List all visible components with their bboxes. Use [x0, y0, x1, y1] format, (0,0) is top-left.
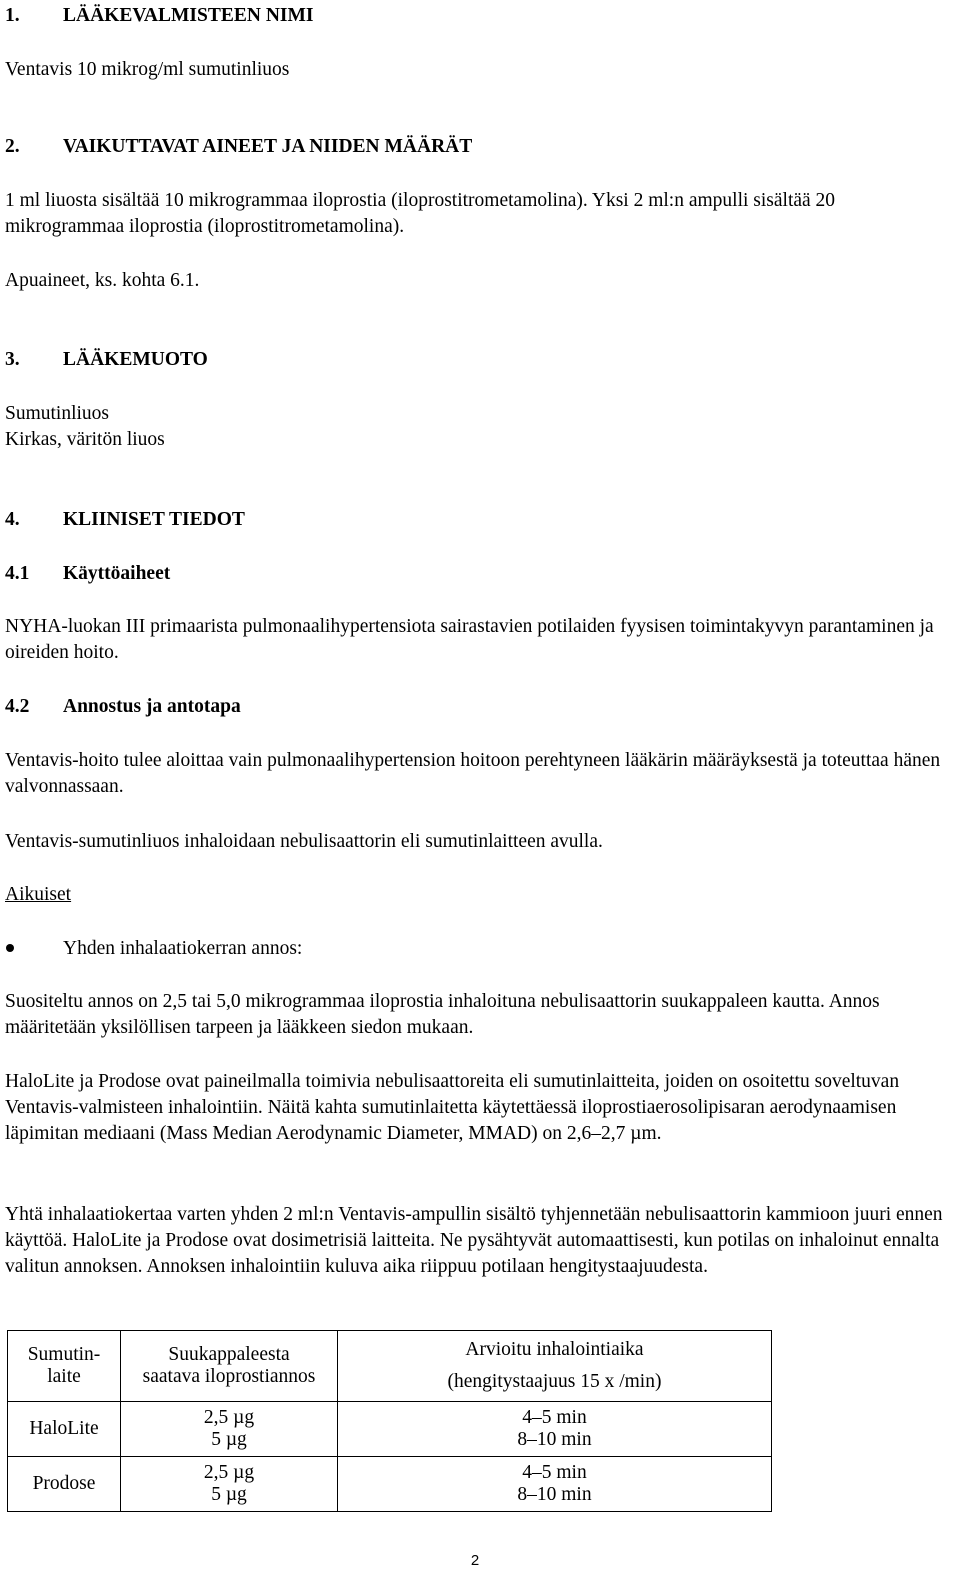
excipients-note: Apuaineet, ks. kohta 6.1. — [5, 270, 200, 291]
section-number: 2. — [5, 136, 20, 157]
dosing-paragraph-2: Ventavis-sumutinliuos inhaloidaan nebulisaattorin eli sumutinlaitteen avulla. — [5, 831, 603, 852]
section-number: 4. — [5, 509, 20, 530]
table-header-row — [8, 1331, 772, 1402]
page-number: 2 — [470, 1552, 480, 1569]
header-dose: Suukappaleesta saatava iloprostiannos — [121, 1331, 338, 1402]
section-number: 3. — [5, 349, 20, 370]
time-cell: 4–5 min 8–10 min — [338, 1402, 772, 1457]
form-line-2: Kirkas, väritön liuos — [5, 429, 165, 450]
section-number: 4.2 — [5, 696, 30, 717]
section-1-heading — [5, 3, 313, 29]
section-4-1-heading — [5, 561, 170, 587]
table-row — [8, 1457, 772, 1512]
device-cell: Prodose — [8, 1457, 121, 1512]
header-time: Arvioitu inhalointiaika (hengitystaajuus 15 x /min) — [338, 1331, 772, 1402]
bullet-icon — [5, 936, 63, 962]
dosing-paragraph-3: Suositeltu annos on 2,5 tai 5,0 mikrogrammaa iloprostia inhaloituna nebulisaattorin suukappaleen kautta. Annos määritetään yksilöllisen tarpeen ja lääkkeen siedon mukaan. — [5, 991, 880, 1038]
dosing-paragraph-1: Ventavis-hoito tulee aloittaa vain pulmonaalihypertension hoitoon perehtyneen lääkärin määräyksestä ja toteuttaa hänen valvonnassaan. — [5, 750, 941, 797]
section-4-2-heading — [5, 694, 241, 720]
dose-bullet-item — [5, 936, 302, 962]
header-device: Sumutin- laite — [8, 1331, 121, 1402]
dosing-paragraph-5: Yhtä inhalaatiokertaa varten yhden 2 ml:n Ventavis-ampullin sisältö tyhjennetään nebulisaattorin kammioon juuri ennen käyttöä. HaloLite ja Prodose ovat dosimetrisiä laitteita. Ne pysähtyvät automaattisesti, kun potilas on inhaloinut ennalta valitun annoksen. Annoksen inhalointiin kuluva aika riippuu potilaan hengitystaajuudesta. — [5, 1204, 943, 1277]
device-cell: HaloLite — [8, 1402, 121, 1457]
section-title: Käyttöaiheet — [63, 563, 171, 584]
section-4-heading — [5, 507, 245, 533]
section-title: KLIINISET TIEDOT — [63, 509, 245, 530]
dose-cell: 2,5 µg 5 µg — [121, 1402, 338, 1457]
section-3-heading — [5, 347, 208, 373]
nebulizer-table — [7, 1330, 772, 1512]
composition-paragraph: 1 ml liuosta sisältää 10 mikrogrammaa iloprostia (iloprostitrometamolina). Yksi 2 ml:n ampulli sisältää 20 mikrogrammaa iloprostia (iloprostitrometamolina). — [5, 190, 836, 237]
indications-paragraph: NYHA-luokan III primaarista pulmonaalihypertensiota sairastavien potilaiden fyysisen toimintakyvyn parantaminen ja oireiden hoito. — [5, 616, 934, 663]
section-title: VAIKUTTAVAT AINEET JA NIIDEN MÄÄRÄT — [63, 136, 473, 157]
product-name: Ventavis 10 mikrog/ml sumutinliuos — [5, 59, 290, 80]
dose-cell: 2,5 µg 5 µg — [121, 1457, 338, 1512]
section-number: 4.1 — [5, 563, 30, 584]
section-title: LÄÄKEVALMISTEEN NIMI — [63, 5, 314, 26]
section-number: 1. — [5, 5, 20, 26]
section-title: LÄÄKEMUOTO — [63, 349, 208, 370]
form-line-1: Sumutinliuos — [5, 403, 110, 424]
adults-subheading: Aikuiset — [5, 884, 72, 905]
time-cell: 4–5 min 8–10 min — [338, 1457, 772, 1512]
pharmaceutical-form — [5, 401, 950, 453]
bullet-text: Yhden inhalaatiokerran annos: — [63, 938, 303, 959]
section-2-heading — [5, 134, 472, 160]
table-row — [8, 1402, 772, 1457]
section-title: Annostus ja antotapa — [63, 696, 241, 717]
dosing-paragraph-4: HaloLite ja Prodose ovat paineilmalla toimivia nebulisaattoreita eli sumutinlaitteita, joiden on osoitettu soveltuvan Ventavis-valmisteen inhalointiin. Näitä kahta sumutinlaitetta käytettäessä iloprostiaerosolipisaran aerodynaamisen läpimitan mediaani (Mass Median Aerodynamic Diameter, MMAD) on 2,6–2,7 µm. — [5, 1071, 900, 1144]
